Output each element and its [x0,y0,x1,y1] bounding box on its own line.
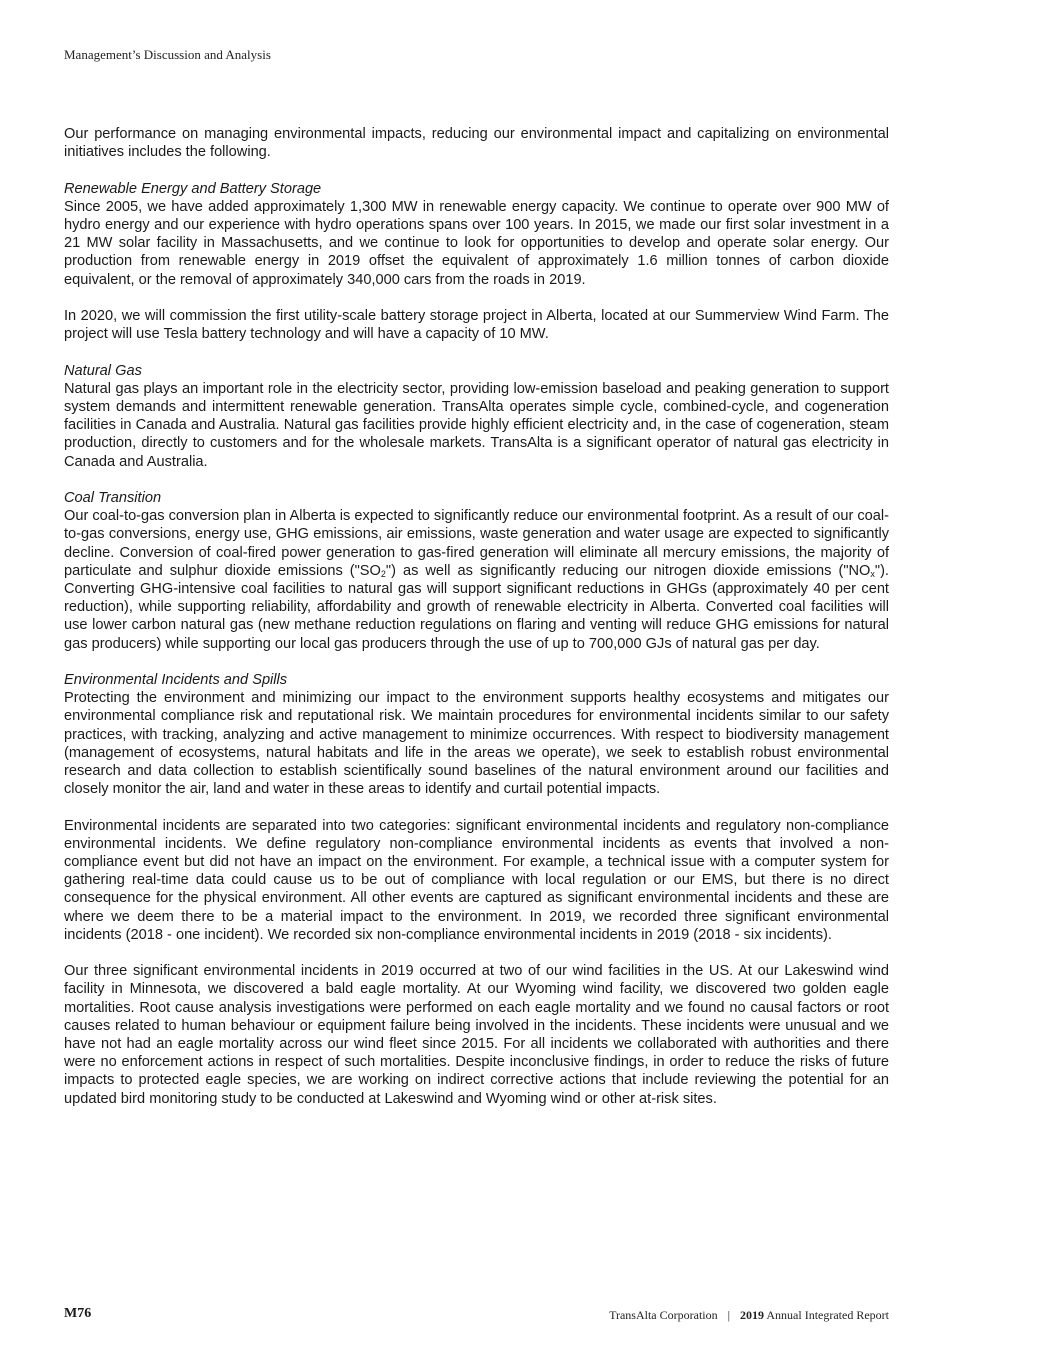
paragraph [64,507,889,653]
section-coal [64,489,889,653]
paragraph: Our three significant environmental incidents in 2019 occurred at two of our wind facilities in the US. At our Lakeswind wind facility in Minnesota, we discovered a bald eagle mortality. At our Wyoming wind facility, we discovered two golden eagle mortalities. Root cause analysis investigations were performed on each eagle mortality and we found no causal factors or root causes related to human behaviour or equipment failure being involved in the incidents. These incidents were unusual and we have not had an eagle mortality across our wind fleet since 2015. For all incidents we collaborated with authorities and there were no enforcement actions in respect of such mortalities. Despite inconclusive findings, in order to reduce the risks of future impacts to protected eagle species, we are working on indirect corrective actions that include reviewing the potential for an updated bird monitoring study to be conducted at Lakeswind and Wyoming wind or other at-risk sites. [64,963,889,1107]
paragraph: Protecting the environment and minimizing our impact to the environment supports healthy ecosystems and mitigates our environmental compliance risk and reputational risk. We maintain procedures for environmental incidents similar to our safety practices, with tracking, analyzing and active management to minimize occurrences. With respect to biodiversity management (management of ecosystems, natural habitats and life in the areas we operate), we seek to establish robust environmental research and data collection to establish scientifically sound baselines of the natural environment around our facilities and closely monitor the air, land and water in these areas to identify and curtail potential impacts. [64,690,889,798]
intro-paragraph: Our performance on managing environmental impacts, reducing our environmental impact and capitalizing on environmental initiatives includes the following. [64,126,889,161]
subscript: 2 [380,568,386,579]
section-heading-incidents: Environmental Incidents and Spills [64,672,288,689]
footer-year: 2019 [740,1308,765,1322]
document-body [64,125,889,1126]
section-heading-natural-gas: Natural Gas [64,362,142,379]
paragraph: Natural gas plays an important role in the electricity sector, providing low-emission baseload and peaking generation to support system demands and intermittent renewable generation. TransAlta operates simple cycle, combined-cycle, and cogeneration facilities in Canada and Australia. Natural gas facilities provide highly efficient electricity and, in the case of cogeneration, steam production, directly to customers and for the wholesale markets. TransAlta is a significant operator of natural gas electricity in Canada and Australia. [64,380,889,470]
paragraph: Since 2005, we have added approximately 1,300 MW in renewable energy capacity. We continue to operate over 900 MW of hydro energy and our experience with hydro operations spans over 100 years. In 2015, we made our first solar investment in a 21 MW solar facility in Massachusetts, and we continue to look for opportunities to develop and operate solar energy. Our production from renewable energy in 2019 offset the equivalent of approximately 1.6 million tonnes of carbon dioxide equivalent, or the removal of approximately 340,000 cars from the roads in 2019. [64,198,889,288]
paragraph: Environmental incidents are separated into two categories: significant environmental incidents and regulatory non-compliance environmental incidents. We define regulatory non-compliance environmental incidents as events that involved a non-compliance event but did not have an impact on the environment. For example, a technical issue with a computer system for gathering real-time data could cause us to be out of compliance with local regulation or our EMS, but there is no direct consequence for the physical environment. All other events are captured as significant environmental incidents and these are where we deem there to be a material impact to the environment. In 2019, we recorded three significant environmental incidents (2018 - one incident). We recorded six non-compliance environmental incidents in 2019 (2018 - six incidents). [64,817,889,943]
section-heading-coal: Coal Transition [64,490,162,506]
page-number: M76 [64,1306,92,1321]
footer-report-title: Annual Integrated Report [766,1308,889,1322]
section-incidents [64,671,889,1108]
footer-company: TransAlta Corporation [609,1308,718,1322]
subscript: x [870,568,875,579]
text-run: "). Converting GHG-intensive coal facilities to natural gas will support significant reductions in GHGs (approximately 40 per cent reduction), while supporting reliability, affordability and growth of renewable electricity in Alberta. Converted coal facilities will use lower carbon natural gas (new methane reduction regulations on flaring and venting will reduce GHG emissions for natural gas producers) while supporting our local gas producers through the use of up to 700,000 GJs of natural gas per day. [64,562,889,652]
section-heading-renewable: Renewable Energy and Battery Storage [64,180,322,197]
text-run: ") as well as significantly reducing our nitrogen dioxide emissions ("NO [385,562,871,579]
running-header: Management’s Discussion and Analysis [64,47,271,62]
text-run: Our coal-to-gas conversion plan in Alberta is expected to significantly reduce our environmental footprint. As a result of our coal-to-gas conversions, energy use, GHG emissions, air emissions, waste generation and water usage are expected to significantly decline. Conversion of coal-fired power generation to gas-fired generation will eliminate all mercury emissions, the majority of particulate and sulphur dioxide emissions ("SO [64,508,889,579]
section-natural-gas [64,362,889,471]
paragraph: In 2020, we will commission the first utility-scale battery storage project in Alberta, located at our Summerview Wind Farm. The project will use Tesla battery technology and will have a capacity of 10 MW. [64,308,889,343]
footer-report-info [609,1308,889,1323]
footer-separator: | [727,1308,731,1322]
section-renewable [64,180,889,344]
